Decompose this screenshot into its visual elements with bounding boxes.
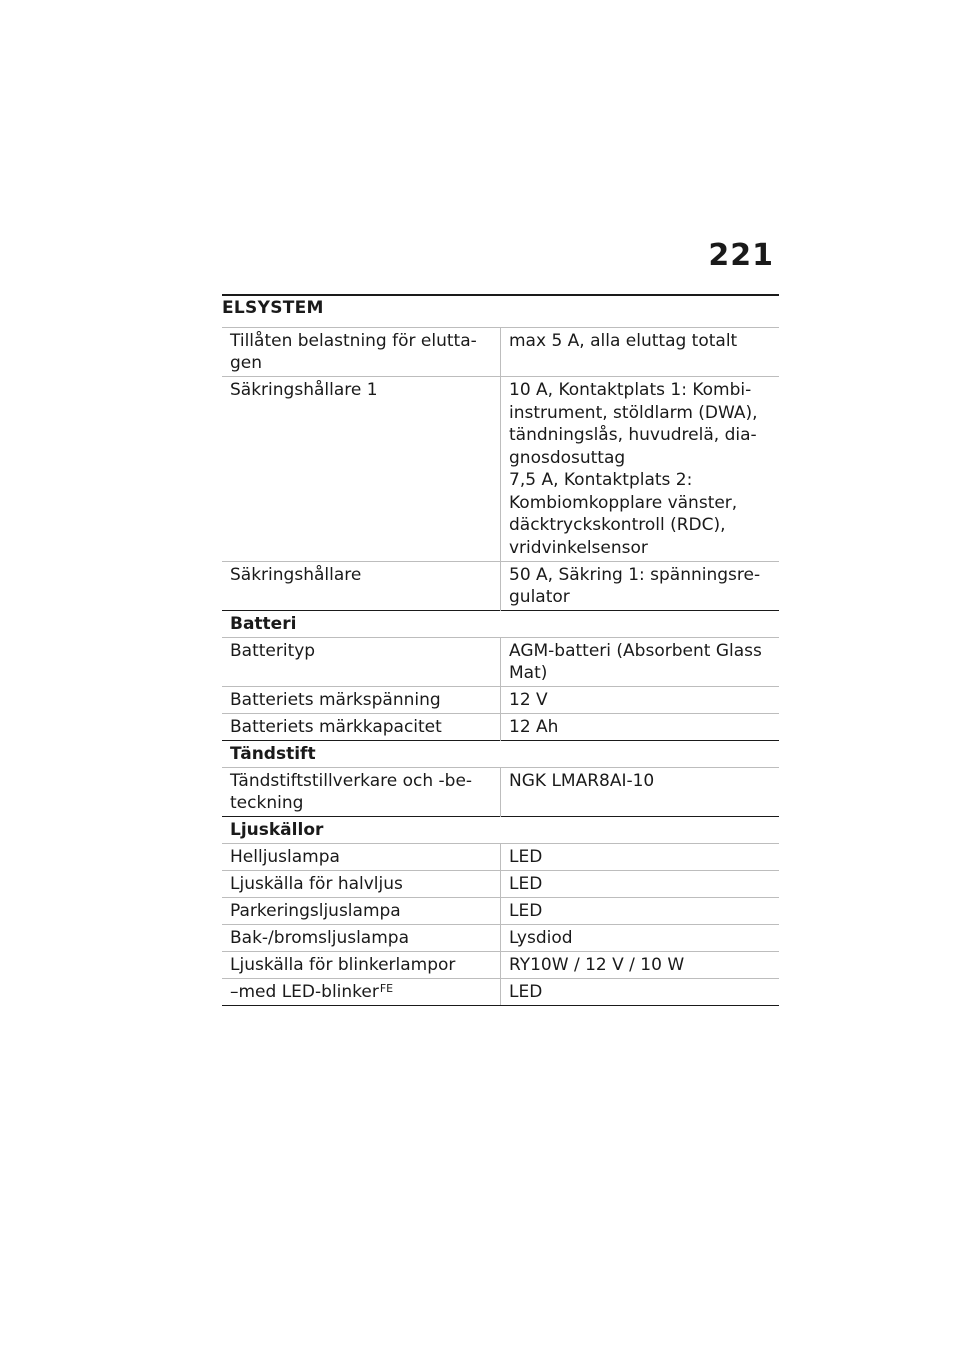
subsection-header-row [222, 741, 779, 768]
spec-value: NGK LMAR8AI-10 [501, 768, 780, 817]
spec-value: LED [501, 844, 780, 871]
spec-row [222, 898, 779, 925]
spec-label: Säkringshållare 1 [222, 377, 501, 562]
spec-value: RY10W / 12 V / 10 W [501, 952, 780, 979]
spec-label: Ljuskälla för halvljus [222, 871, 501, 898]
spec-row [222, 925, 779, 952]
spec-row [222, 687, 779, 714]
spec-row [222, 844, 779, 871]
spec-label: Helljuslampa [222, 844, 501, 871]
spec-value: LED [501, 898, 780, 925]
spec-label: Tillåten belastning för elutta- gen [222, 328, 501, 377]
spec-value: LED [501, 979, 780, 1006]
spec-value: max 5 A, alla eluttag totalt [501, 328, 780, 377]
spec-label: Batteriets märkspänning [222, 687, 501, 714]
spec-label: Säkringshållare [222, 562, 501, 611]
spec-value: 12 Ah [501, 714, 780, 741]
option-marker: FE [379, 982, 394, 995]
spec-row [222, 328, 779, 377]
spec-label: Batterityp [222, 638, 501, 687]
spec-value: Lysdiod [501, 925, 780, 952]
spec-table [222, 327, 779, 1006]
subsection-title: Batteri [222, 611, 779, 638]
spec-row [222, 638, 779, 687]
spec-value: LED [501, 871, 780, 898]
spec-value: 50 A, Säkring 1: spänningsre- gulator [501, 562, 780, 611]
section-divider [222, 294, 779, 296]
spec-label: Bak-/bromsljuslampa [222, 925, 501, 952]
section-title: ELSYSTEM [222, 298, 324, 318]
spec-label: Batteriets märkkapacitet [222, 714, 501, 741]
spec-value: 12 V [501, 687, 780, 714]
spec-label: Tändstiftstillverkare och -be- teckning [222, 768, 501, 817]
spec-row [222, 952, 779, 979]
spec-value: 10 A, Kontaktplats 1: Kombi- instrument, stöldlarm (DWA), tändningslås, huvudrelä, dia- gnosdosuttag 7,5 A, Kontaktplats 2: Kombiomkopplare vänster, däcktryckskontroll (RDC), vridvinkelsensor [501, 377, 780, 562]
page-number: 221 [708, 238, 774, 273]
spec-row [222, 871, 779, 898]
subsection-header-row [222, 817, 779, 844]
subsection-header-row [222, 611, 779, 638]
subsection-title: Ljuskällor [222, 817, 779, 844]
spec-label: Parkeringsljuslampa [222, 898, 501, 925]
spec-row [222, 714, 779, 741]
subsection-title: Tändstift [222, 741, 779, 768]
spec-row [222, 562, 779, 611]
spec-label: –med LED-blinker$^{FE}$ [222, 979, 501, 1006]
spec-row [222, 377, 779, 562]
spec-row [222, 768, 779, 817]
spec-row [222, 979, 779, 1006]
spec-label: Ljuskälla för blinkerlampor [222, 952, 501, 979]
spec-value: AGM-batteri (Absorbent Glass Mat) [501, 638, 780, 687]
